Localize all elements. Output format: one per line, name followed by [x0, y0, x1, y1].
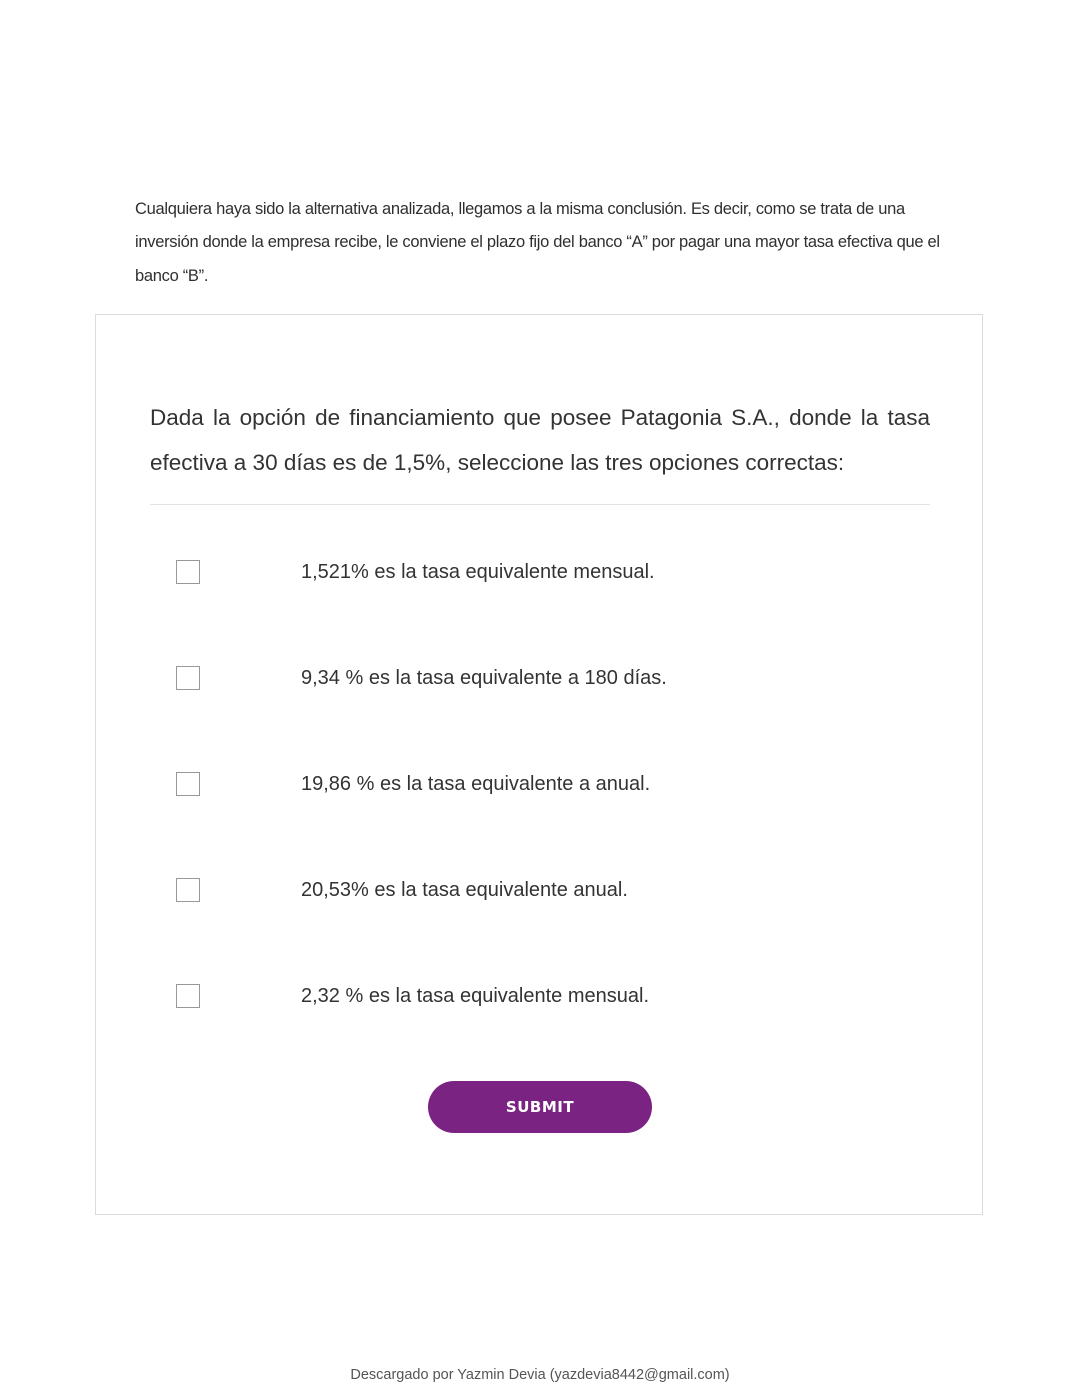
- option-5[interactable]: [176, 981, 876, 1011]
- option-3[interactable]: [176, 769, 876, 799]
- checkbox[interactable]: [176, 984, 200, 1008]
- option-label: 1,521% es la tasa equivalente mensual.: [301, 560, 655, 583]
- checkbox[interactable]: [176, 878, 200, 902]
- option-label: 20,53% es la tasa equivalente anual.: [301, 878, 628, 901]
- checkbox[interactable]: [176, 772, 200, 796]
- submit-button[interactable]: SUBMIT: [428, 1081, 652, 1133]
- divider: [150, 504, 930, 505]
- option-4[interactable]: [176, 875, 876, 905]
- intro-paragraph: Cualquiera haya sido la alternativa analizada, llegamos a la misma conclusión. Es decir, como se trata de una inversión donde la empresa recibe, le conviene el plazo fijo del banco “A” por pagar una mayor tasa efectiva que el banco “B”.: [135, 199, 940, 285]
- checkbox[interactable]: [176, 560, 200, 584]
- option-2[interactable]: [176, 663, 876, 693]
- option-label: 2,32 % es la tasa equivalente mensual.: [301, 984, 649, 1007]
- checkbox[interactable]: [176, 666, 200, 690]
- question-text: Dada la opción de financiamiento que posee Patagonia S.A., donde la tasa efectiva a 30 días es de 1,5%, seleccione las tres opciones correctas:: [150, 405, 930, 475]
- quiz-card: [95, 314, 983, 1215]
- option-label: 9,34 % es la tasa equivalente a 180 días.: [301, 666, 667, 689]
- download-footer: Descargado por Yazmin Devia (yazdevia8442@gmail.com): [350, 1367, 730, 1383]
- option-1[interactable]: [176, 557, 876, 587]
- option-label: 19,86 % es la tasa equivalente a anual.: [301, 772, 651, 795]
